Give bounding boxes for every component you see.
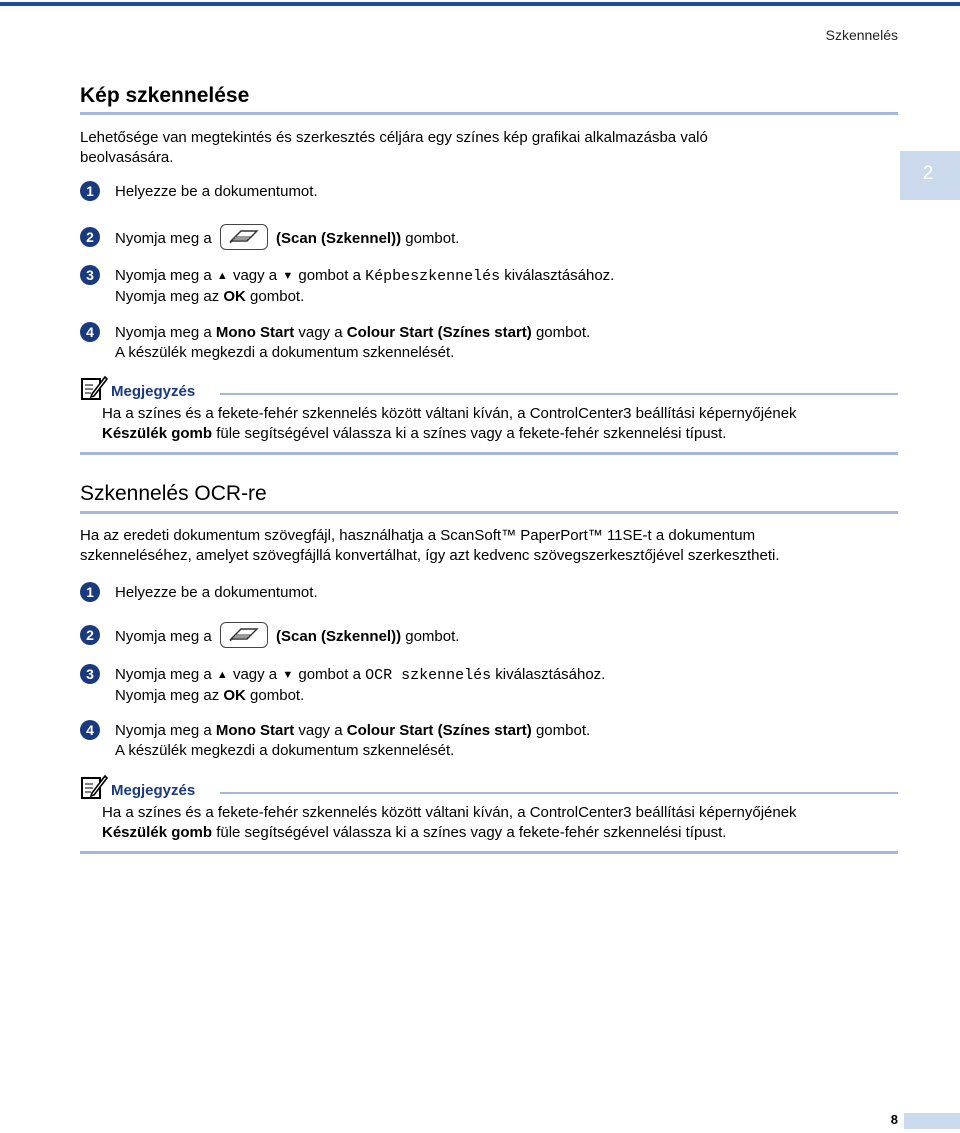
- colour-start-key: Colour Start (Színes start): [346, 324, 532, 341]
- step-number-badge: 3: [80, 664, 100, 684]
- note-line-2: [102, 424, 900, 444]
- chapter-tab: [900, 151, 960, 200]
- page-number: 8: [890, 1112, 898, 1127]
- step-text-post: kiválasztásához.: [495, 666, 606, 683]
- note-line-2-rest: füle segítségével válassza ki a színes vagy a fekete-fehér szkennelési típust.: [216, 425, 727, 442]
- step-text-pre: Nyomja meg a: [115, 627, 212, 645]
- step-text-post: gombot.: [535, 722, 591, 739]
- note-rule: [220, 393, 898, 395]
- note-pencil-icon: [80, 374, 108, 402]
- scan-button-label: (Scan (Szkennel)): [276, 229, 402, 247]
- step-text-pre: Nyomja meg a: [115, 722, 212, 739]
- step-text-mid: vagy a: [298, 324, 343, 341]
- step-text-mid: vagy a: [298, 722, 343, 739]
- section-intro: [80, 128, 900, 168]
- step-number-badge: 1: [80, 181, 100, 201]
- section-title-kep-szkennelese: Kép szkennelése: [80, 84, 250, 107]
- note-header: [80, 374, 898, 402]
- menu-option: Képbeszkennelés: [365, 268, 501, 285]
- section-title-underline: [80, 112, 898, 115]
- step-text-mid: gombot a: [298, 666, 361, 683]
- menu-option: OCR szkennelés: [365, 667, 492, 684]
- intro-line-2: beolvasására.: [80, 149, 174, 166]
- note-line-2: [102, 823, 900, 843]
- note-body: [102, 404, 900, 444]
- step-text-mid: vagy a: [232, 666, 278, 683]
- step-result: A készülék megkezdi a dokumentum szkennelését.: [115, 344, 455, 361]
- step-text-pre: Nyomja meg a: [115, 267, 212, 284]
- step-text: [115, 266, 895, 307]
- step-text: [115, 228, 895, 250]
- step-text: [115, 626, 895, 648]
- step-text-post: gombot.: [405, 229, 460, 247]
- mono-start-key: Mono Start: [215, 722, 295, 739]
- step-text-pre: Nyomja meg az: [115, 687, 220, 704]
- step-text-mid: vagy a: [232, 267, 278, 284]
- step-text-post: gombot.: [405, 627, 460, 645]
- note-line-2-rest: füle segítségével válassza ki a színes vagy a fekete-fehér szkennelési típust.: [216, 824, 727, 841]
- section-intro: [80, 526, 900, 566]
- step-text: [115, 323, 895, 363]
- step-number-badge: 4: [80, 322, 100, 342]
- ok-key-label: OK: [223, 687, 246, 704]
- note-line-1: Ha a színes és a fekete-fehér szkennelés között váltani kíván, a ControlCenter3 beállítási képernyőjének: [102, 804, 797, 821]
- step-text-post: gombot.: [250, 288, 305, 305]
- note-pencil-icon: [80, 773, 108, 801]
- note-title: Megjegyzés: [111, 782, 196, 799]
- ok-key-label: OK: [223, 288, 246, 305]
- step-number-badge: 4: [80, 720, 100, 740]
- note-line-1: Ha a színes és a fekete-fehér szkennelés között váltani kíván, a ControlCenter3 beállítási képernyőjének: [102, 405, 797, 422]
- up-arrow-icon: ▲: [216, 270, 228, 282]
- step-text-pre: Nyomja meg a: [115, 666, 212, 683]
- note-end-rule: [80, 851, 898, 854]
- step-number-badge: 1: [80, 582, 100, 602]
- step-text-mid: gombot a: [298, 267, 361, 284]
- step-text-pre: Nyomja meg a: [115, 229, 212, 247]
- intro-line-1: Lehetősége van megtekintés és szerkesztés céljára egy színes kép grafikai alkalmazásba való: [80, 129, 708, 146]
- note-end-rule: [80, 452, 898, 455]
- device-tab-label: Készülék gomb: [102, 824, 213, 841]
- step-result: A készülék megkezdi a dokumentum szkennelését.: [115, 742, 455, 759]
- device-tab-label: Készülék gomb: [102, 425, 213, 442]
- step-text: Helyezze be a dokumentumot.: [115, 183, 318, 200]
- top-rule: [0, 2, 960, 6]
- step-text-post: gombot.: [250, 687, 305, 704]
- intro-line-2: szkenneléséhez, amelyet szövegfájllá konvertálhat, így azt kedvenc szövegszerkesztőjével szerkesztheti.: [80, 547, 780, 564]
- step-text-pre: Nyomja meg az: [115, 288, 220, 305]
- step-text-pre: Nyomja meg a: [115, 324, 212, 341]
- mono-start-key: Mono Start: [215, 324, 295, 341]
- step-number-badge: 3: [80, 265, 100, 285]
- scan-button-label: (Scan (Szkennel)): [276, 627, 402, 645]
- step-text-post: kiválasztásához.: [504, 267, 615, 284]
- running-head: Szkennelés: [825, 27, 898, 43]
- page-tab: [904, 1113, 960, 1129]
- step-number-badge: 2: [80, 227, 100, 247]
- colour-start-key: Colour Start (Színes start): [346, 722, 532, 739]
- intro-line-1: Ha az eredeti dokumentum szövegfájl, használhatja a ScanSoft™ PaperPort™ 11SE-t a dokumentum: [80, 527, 756, 544]
- step-text: Helyezze be a dokumentumot.: [115, 584, 318, 601]
- section-title-ocr: Szkennelés OCR-re: [80, 482, 267, 505]
- note-title: Megjegyzés: [111, 383, 196, 400]
- step-text-post: gombot.: [535, 324, 591, 341]
- note-rule: [220, 792, 898, 794]
- step-number-badge: 2: [80, 625, 100, 645]
- section-title-underline: [80, 511, 898, 514]
- step-text: [115, 721, 895, 761]
- note-header: [80, 773, 898, 801]
- note-body: [102, 803, 900, 843]
- up-arrow-icon: ▲: [216, 669, 228, 681]
- down-arrow-icon: ▼: [282, 669, 294, 681]
- scan-key-icon: [220, 224, 268, 250]
- chapter-number: 2: [922, 163, 934, 184]
- step-text: [115, 665, 895, 706]
- scan-key-icon: [220, 622, 268, 648]
- down-arrow-icon: ▼: [282, 270, 294, 282]
